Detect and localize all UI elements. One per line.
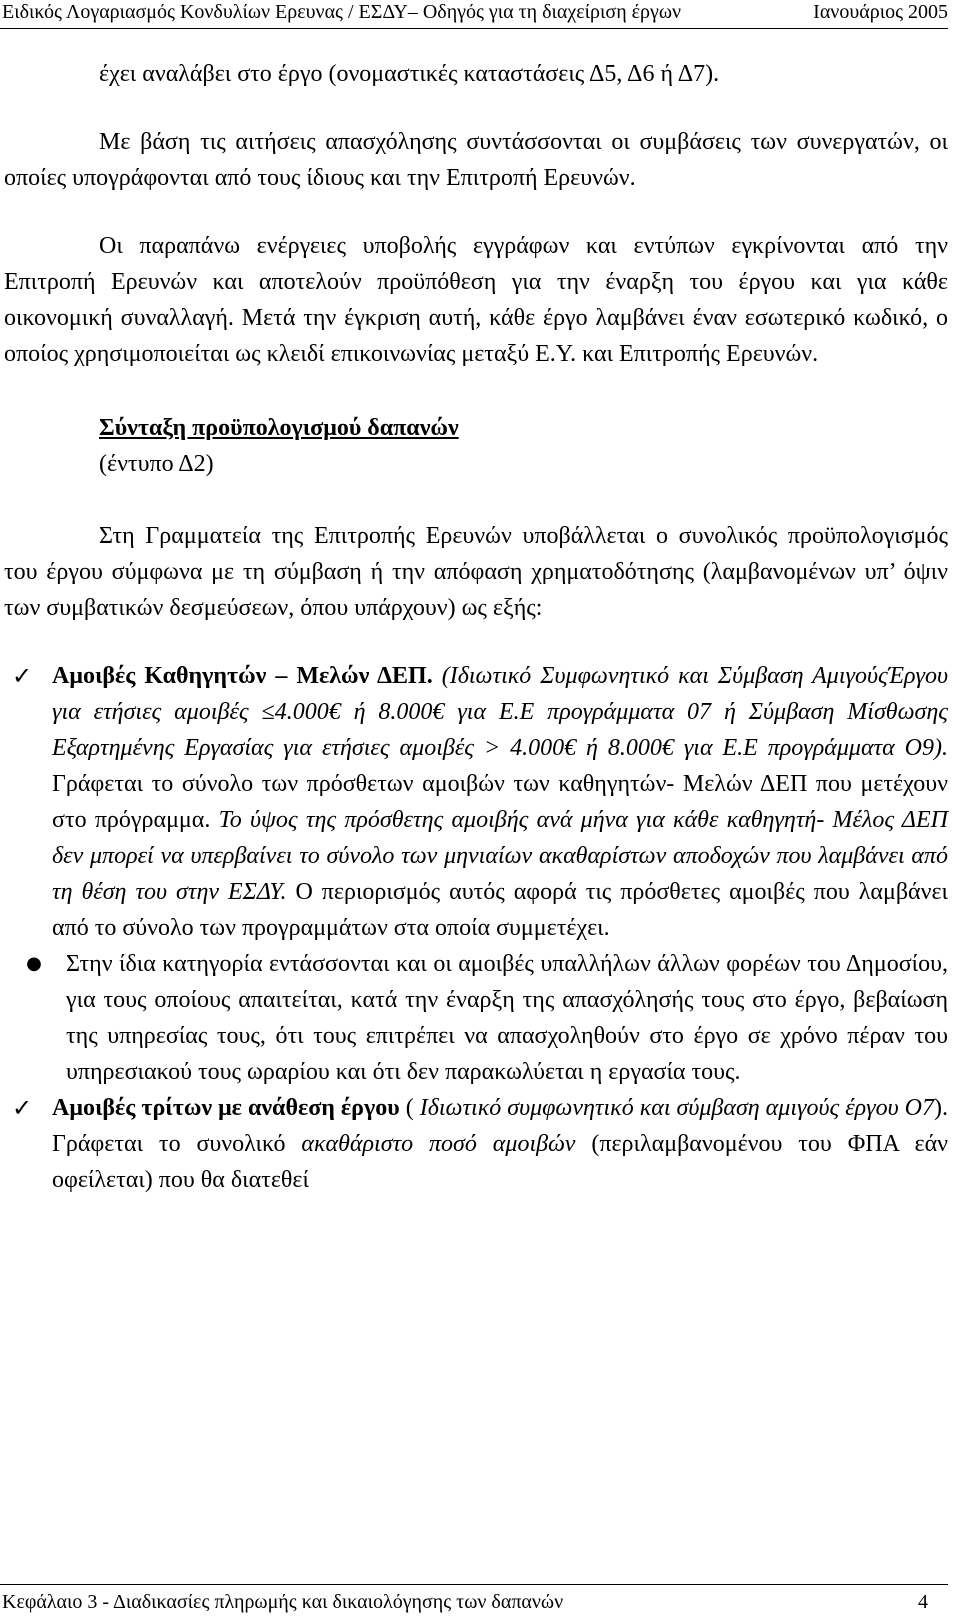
section-heading-block — [99, 410, 948, 482]
check-icon: ✓ — [11, 1094, 33, 1122]
item-third-parties-title: Αμοιβές τρίτων με ανάθεση έργου — [52, 1095, 400, 1121]
list-item-professors — [4, 658, 948, 946]
check-icon: ✓ — [11, 662, 33, 690]
item-professors-limit: Το ύψος της πρόσθετης αμοιβής ανά μήνα για κάθε καθηγητή- Μέλος ΔΕΠ δεν μπορεί να υπερβαίνει το σύνολο των μηνιαίων ακαθαρίστων αποδοχών που λαμβάνει από τη θέση του στην ΕΣΔΥ. — [52, 807, 949, 905]
item-third-parties-paren-close: ). — [934, 1095, 948, 1121]
list-item-public-employees — [4, 946, 948, 1090]
item-third-parties-text: Γράφεται το συνολικό — [52, 1131, 302, 1157]
item-professors-title: Αμοιβές Καθηγητών – Μελών ΔΕΠ. — [52, 663, 433, 689]
budget-items-list — [4, 658, 948, 1198]
page-footer — [0, 1584, 948, 1621]
footer-chapter: Κεφάλαιο 3 - Διαδικασίες πληρωμής και δικαιολόγησης των δαπανών — [2, 1591, 564, 1613]
paragraph-2: Με βάση τις αιτήσεις απασχόλησης συντάσσονται οι συμβάσεις των συνεργατών, οι οποίες υπογράφονται από τους ίδιους και την Επιτροπή Ερευνών. — [4, 129, 948, 191]
item-third-parties-text-end: (περιλαμβανομένου του ΦΠΑ εάν οφείλεται) που θα διατεθεί — [52, 1131, 948, 1193]
item-professors-contracts: (Ιδιωτικό Συμφωνητικό και Σύμβαση ΑμιγούςΈργου για ετήσιες αμοιβές ≤4.000€ ή 8.000€ για Ε.Ε προγράμματα 07 ή Σύμβαση Μίσθωσης Εξαρτημένης Εργασίας για ετήσιες αμοιβές > 4.000€ ή 8.000€ για Ε.Ε προγράμματα Ο9). — [52, 663, 948, 761]
section-subheading: (έντυπο Δ2) — [99, 451, 214, 477]
paragraph-3: Οι παραπάνω ενέργειες υποβολής εγγράφων και εντύπων εγκρίνονται από την Επιτροπή Ερευνών και αποτελούν προϋπόθεση για την έναρξη του έργου και για κάθε οικονομική συναλλαγή. Μετά την έγκριση αυτή, κάθε έργο λαμβάνει έναν εσωτερικό κωδικό, ο οποίος χρησιμοποιείται ως κλειδί επικοινωνίας μεταξύ Ε.Υ. και Επιτροπής Ερευνών. — [4, 233, 948, 367]
item-third-parties-contract: Ιδιωτικό συμφωνητικό και σύμβαση αμιγούς έργου Ο7 — [419, 1095, 934, 1121]
item-professors-text: Γράφεται το σύνολο των πρόσθετων αμοιβών των καθηγητών- Μελών ΔΕΠ που μετέχουν στο πρόγραμμα. — [52, 771, 948, 833]
item-third-parties-paren-open: ( — [399, 1095, 420, 1121]
section-heading: Σύνταξη προϋπολογισμού δαπανών — [99, 415, 459, 441]
footer-page-number: 4 — [918, 1591, 928, 1613]
document-body — [4, 56, 948, 1198]
header-date: Ιανουάριος 2005 — [813, 1, 948, 23]
header-title: Ειδικός Λογαριασμός Κονδυλίων Ερευνας / ΕΣΔΥ– Οδηγός για τη διαχείριση έργων — [2, 1, 682, 23]
paragraph-1: έχει αναλάβει στο έργο (ονομαστικές καταστάσεις Δ5, Δ6 ή Δ7). — [99, 61, 720, 87]
section-intro: Στη Γραμματεία της Επιτροπής Ερευνών υποβάλλεται ο συνολικός προϋπολογισμός του έργου σύμφωνα με τη σύμβαση ή την απόφαση χρηματοδότησης (λαμβανομένων υπ’ όψιν των συμβατικών δεσμεύσεων, όπου υπάρχουν) ως εξής: — [4, 523, 948, 621]
list-item-third-parties — [4, 1090, 948, 1198]
page-header — [0, 0, 948, 29]
bullet-icon: ● — [26, 953, 42, 974]
item-third-parties-amount: ακαθάριστο ποσό αμοιβών — [301, 1131, 576, 1157]
item-public-employees-text: Στην ίδια κατηγορία εντάσσονται και οι αμοιβές υπαλλήλων άλλων φορέων του Δημοσίου, για τους οποίους απαιτείται, κατά την έναρξη της απασχόλησής τους στο έργο, βεβαίωση της υπηρεσίας τους, ότι τους επιτρέπει να απασχοληθούν στο έργο σε χρόνο πέραν του υπηρεσιακού τους ωραρίου και ότι δεν παρακωλύεται η εργασία τους. — [66, 951, 948, 1085]
item-professors-note: Ο περιορισμός αυτός αφορά τις πρόσθετες αμοιβές που λαμβάνει από το σύνολο των προγραμμάτων στα οποία συμμετέχει. — [52, 879, 948, 941]
